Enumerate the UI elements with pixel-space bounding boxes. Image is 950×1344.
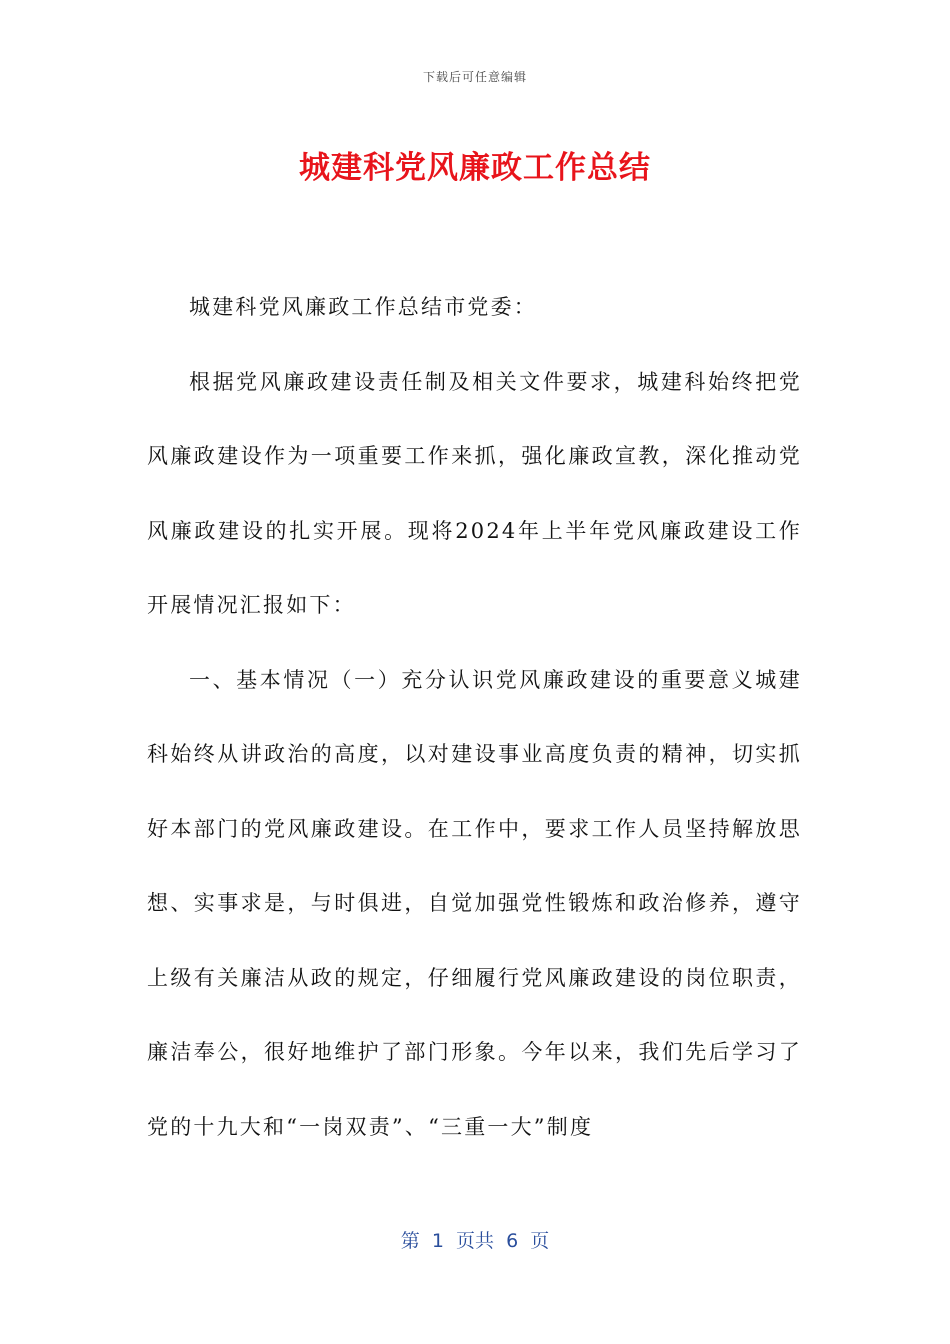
page-number-footer: 第 1 页共 6 页 [400, 1230, 550, 1252]
paragraph-intro: 根据党风廉政建设责任制及相关文件要求，城建科始终把党风廉政建设作为一项重要工作来抓，强化廉政宣教，深化推动党风廉政建设的扎实开展。现将2024年上半年党风廉政建设工作开展情况汇报如下： [147, 369, 802, 617]
document-title: 城建科党风廉政工作总结 [299, 150, 651, 186]
paragraph-basic-situation: 一、基本情况（一）充分认识党风廉政建设的重要意义城建科始终从讲政治的高度，以对建设事业高度负责的精神，切实抓好本部门的党风廉政建设。在工作中，要求工作人员坚持解放思想、实事求是，与时俱进，自觉加强党性锻炼和政治修养，遵守上级有关廉洁从政的规定，仔细履行党风廉政建设的岗位职责，廉洁奉公，很好地维护了部门形象。今年以来，我们先后学习了党的十九大和“一岗双责”、“三重一大”制度 [147, 667, 802, 1139]
document-body [147, 270, 802, 1164]
paragraph-salutation: 城建科党风廉政工作总结市党委： [189, 295, 537, 319]
header-note: 下载后可任意编辑 [422, 70, 527, 84]
